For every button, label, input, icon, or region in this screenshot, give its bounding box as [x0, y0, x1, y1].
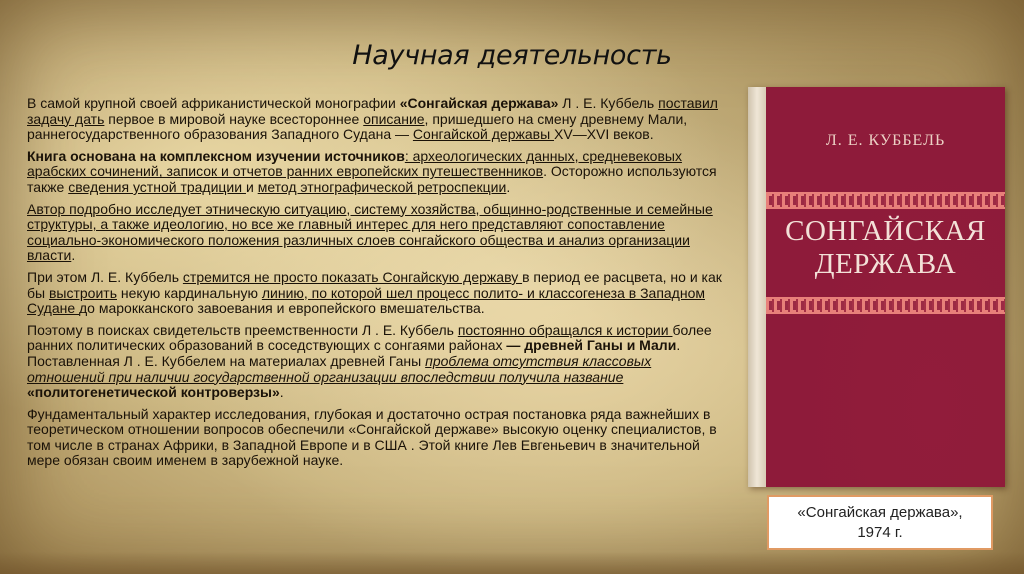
book-cover-image — [748, 87, 1005, 487]
book-title-line-1: СОНГАЙСКАЯ — [785, 215, 986, 247]
book-spine — [748, 87, 766, 487]
text: Поэтому в поисках свидетельств преемственности Л . Е. Куббель — [27, 321, 458, 338]
text: . — [279, 384, 284, 401]
text: Фундаментальный характер исследования, глубокая и достаточно острая постановка ряда важнейших в теоретическом отношении вопросов обеспечили «Сонгайской державе» высокую оценку специалистов, в том числе в странах Африки, в Западной Европе и в США . Этой книге Лев Евгеньевич в значительной мере обязан своим именем в зарубежной науке. — [27, 405, 717, 469]
bold-text: — древней Ганы и Мали — [506, 337, 677, 354]
text: до марокканского завоевания и европейского вмешательства. — [79, 300, 485, 317]
text: более ранних политических образований в соседствующих с сонгаями районах — [27, 321, 712, 354]
underlined-text: постоянно обращался к истории — [457, 321, 673, 338]
slide-title: Научная деятельность — [352, 40, 672, 71]
underlined-text: Автор подробно исследует этническую ситуацию, систему хозяйства, общинно-родственные и семейные структуры, а также идеологию, но все же главный интерес для него представляют сопоставление социально-экономического положения различных слоев сонгайского общества и анализ организации власти — [27, 200, 713, 264]
bold-text: Книга основана на комплексном изучении источников — [27, 147, 405, 164]
ornament-band-top — [766, 192, 1005, 209]
book-title-line-2: ДЕРЖАВА — [814, 248, 957, 280]
underlined-text: описание — [363, 110, 425, 127]
underlined-text: поставил задачу дать — [27, 95, 718, 127]
paragraph-2 — [27, 149, 727, 196]
text: первое в мировой науке всестороннее — [104, 110, 364, 127]
italic-underlined-text: проблема отсутствия классовых отношений при наличии государственной организации впоследствии получила название — [27, 352, 652, 385]
paper-bottom-edge — [0, 552, 1024, 574]
underlined-text: линию, по которой шел процесс полито- и классогенеза в Западном Судане — [27, 284, 705, 317]
underlined-text: : археологических данных, средневековых арабских сочинений, записок и отчетов ранних европейских путешественников — [27, 147, 682, 180]
book-title — [766, 215, 1005, 281]
underlined-text: сведения устной традиции — [68, 178, 246, 195]
text: Л . Е. Куббель — [558, 95, 659, 111]
underlined-text: выстроить — [48, 284, 117, 301]
ornament-band-bottom — [766, 297, 1005, 314]
slide-body — [27, 96, 727, 475]
image-caption — [767, 495, 993, 550]
text: . Осторожно используются также — [27, 163, 717, 195]
text: . Поставленная Л . Е. Куббелем на материалах древней Ганы — [27, 337, 681, 369]
bold-text: «политогенетической контроверзы» — [27, 384, 280, 401]
book-title-text: «Сонгайская держава» — [399, 95, 559, 111]
caption-line-1: «Сонгайская держава», — [797, 504, 963, 521]
text: , пришедшего на смену древнему Мали, раннегосударственного образования Западного Судана — — [27, 110, 688, 143]
text: При этом Л. Е. Куббель — [27, 268, 183, 285]
book-author: Л. Е. КУББЕЛЬ — [825, 132, 946, 149]
text: и — [245, 178, 258, 195]
paragraph-3 — [27, 202, 727, 264]
book-cover — [766, 87, 1005, 487]
text: . — [506, 178, 511, 195]
text: . — [71, 247, 76, 264]
text: в период ее расцвета, но и как бы — [27, 268, 722, 301]
paragraph-6 — [27, 407, 727, 469]
text: некую кардинальную — [117, 284, 262, 301]
caption-line-2: 1974 г. — [857, 524, 903, 541]
underlined-text: метод этнографической ретроспекции — [257, 178, 507, 195]
underlined-text: стремится не просто показать Сонгайскую державу — [182, 268, 523, 285]
paragraph-1 — [27, 96, 727, 143]
text: XV—XVI веков. — [554, 126, 654, 143]
paragraph-4 — [27, 270, 727, 317]
underlined-text: Сонгайской державы — [412, 126, 555, 143]
paragraph-5 — [27, 323, 727, 401]
text: В самой крупной своей африканистической монографии — [27, 95, 400, 111]
